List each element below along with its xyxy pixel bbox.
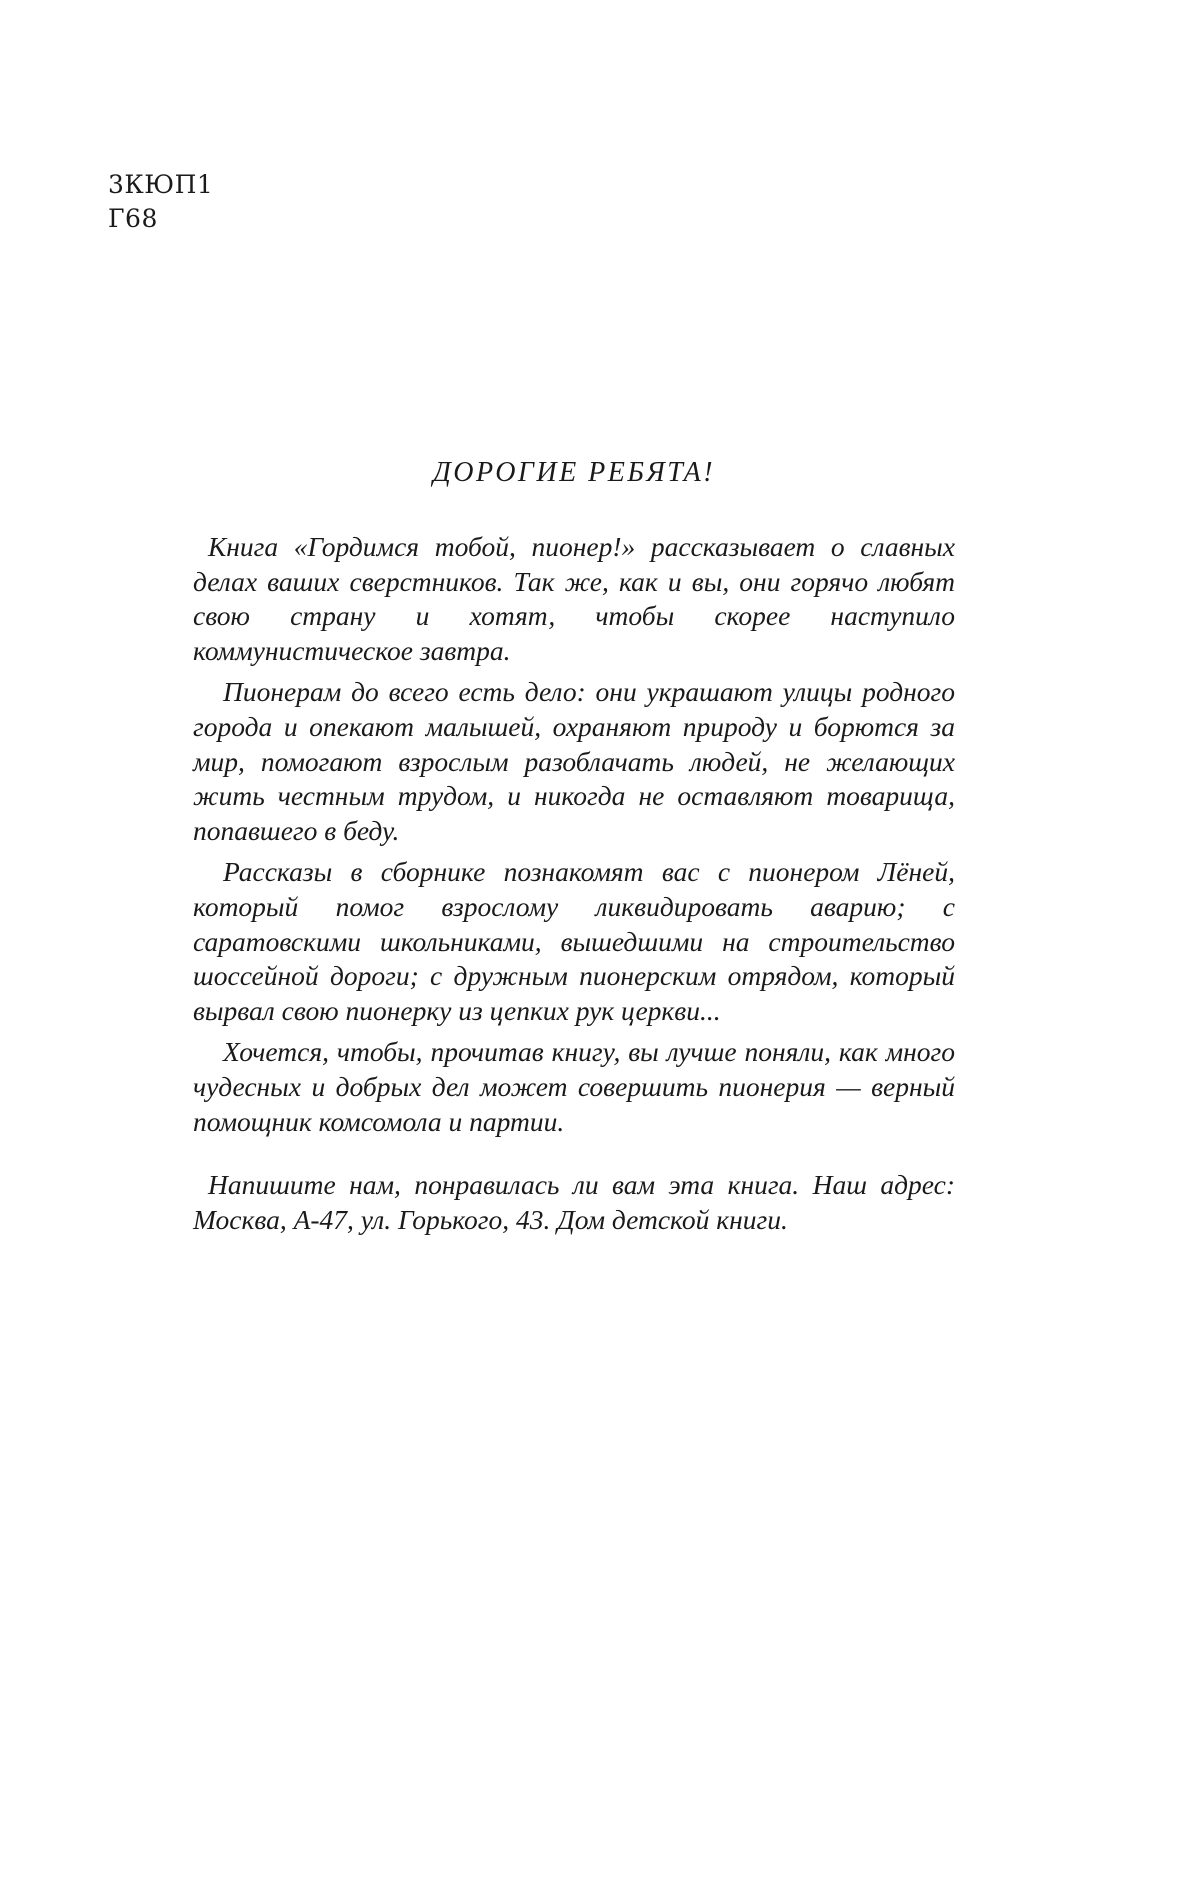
preface-paragraph-1: Книга «Гордимся тобой, пионер!» рассказывает о славных делах ваших сверстников. Так же, как и вы, они горячо любят свою страну и хотят, чтобы скорее наступило коммунистическое завтра. <box>193 531 955 666</box>
preface-body <box>193 530 955 1146</box>
preface-paragraph-4: Хочется, чтобы, прочитав книгу, вы лучше поняли, как много чудесных и добрых дел может совершить пионерия — верный помощник комсомола и партии. <box>193 1036 955 1137</box>
preface-paragraph-2: Пионерам до всего есть дело: они украшают улицы родного города и опекают малышей, охраняют природу и борются за мир, помогают взрослым разоблачать людей, не желающих жить честным трудом, и никогда не оставляют товарища, попавшего в беду. <box>193 676 955 846</box>
classification-code-primary: 3КЮП1 <box>108 170 214 199</box>
contact-address: Напишите нам, понравилась ли вам эта книга. Наш адрес: Москва, А-47, ул. Горького, 43. Дом детской книги. <box>193 1169 955 1235</box>
classification-codes <box>108 168 213 236</box>
classification-code-secondary: Г68 <box>108 204 158 233</box>
contact-note <box>193 1168 955 1237</box>
page-heading: ДОРОГИЕ РЕБЯТА! <box>432 457 716 488</box>
preface-paragraph-3: Рассказы в сборнике познакомят вас с пионером Лёней, который помог взрослому ликвидировать аварию; с саратовскими школьниками, вышедшими на строительство шоссейной дороги; с дружным пионерским отрядом, который вырвал свою пионерку из цепких рук церкви... <box>193 856 955 1026</box>
